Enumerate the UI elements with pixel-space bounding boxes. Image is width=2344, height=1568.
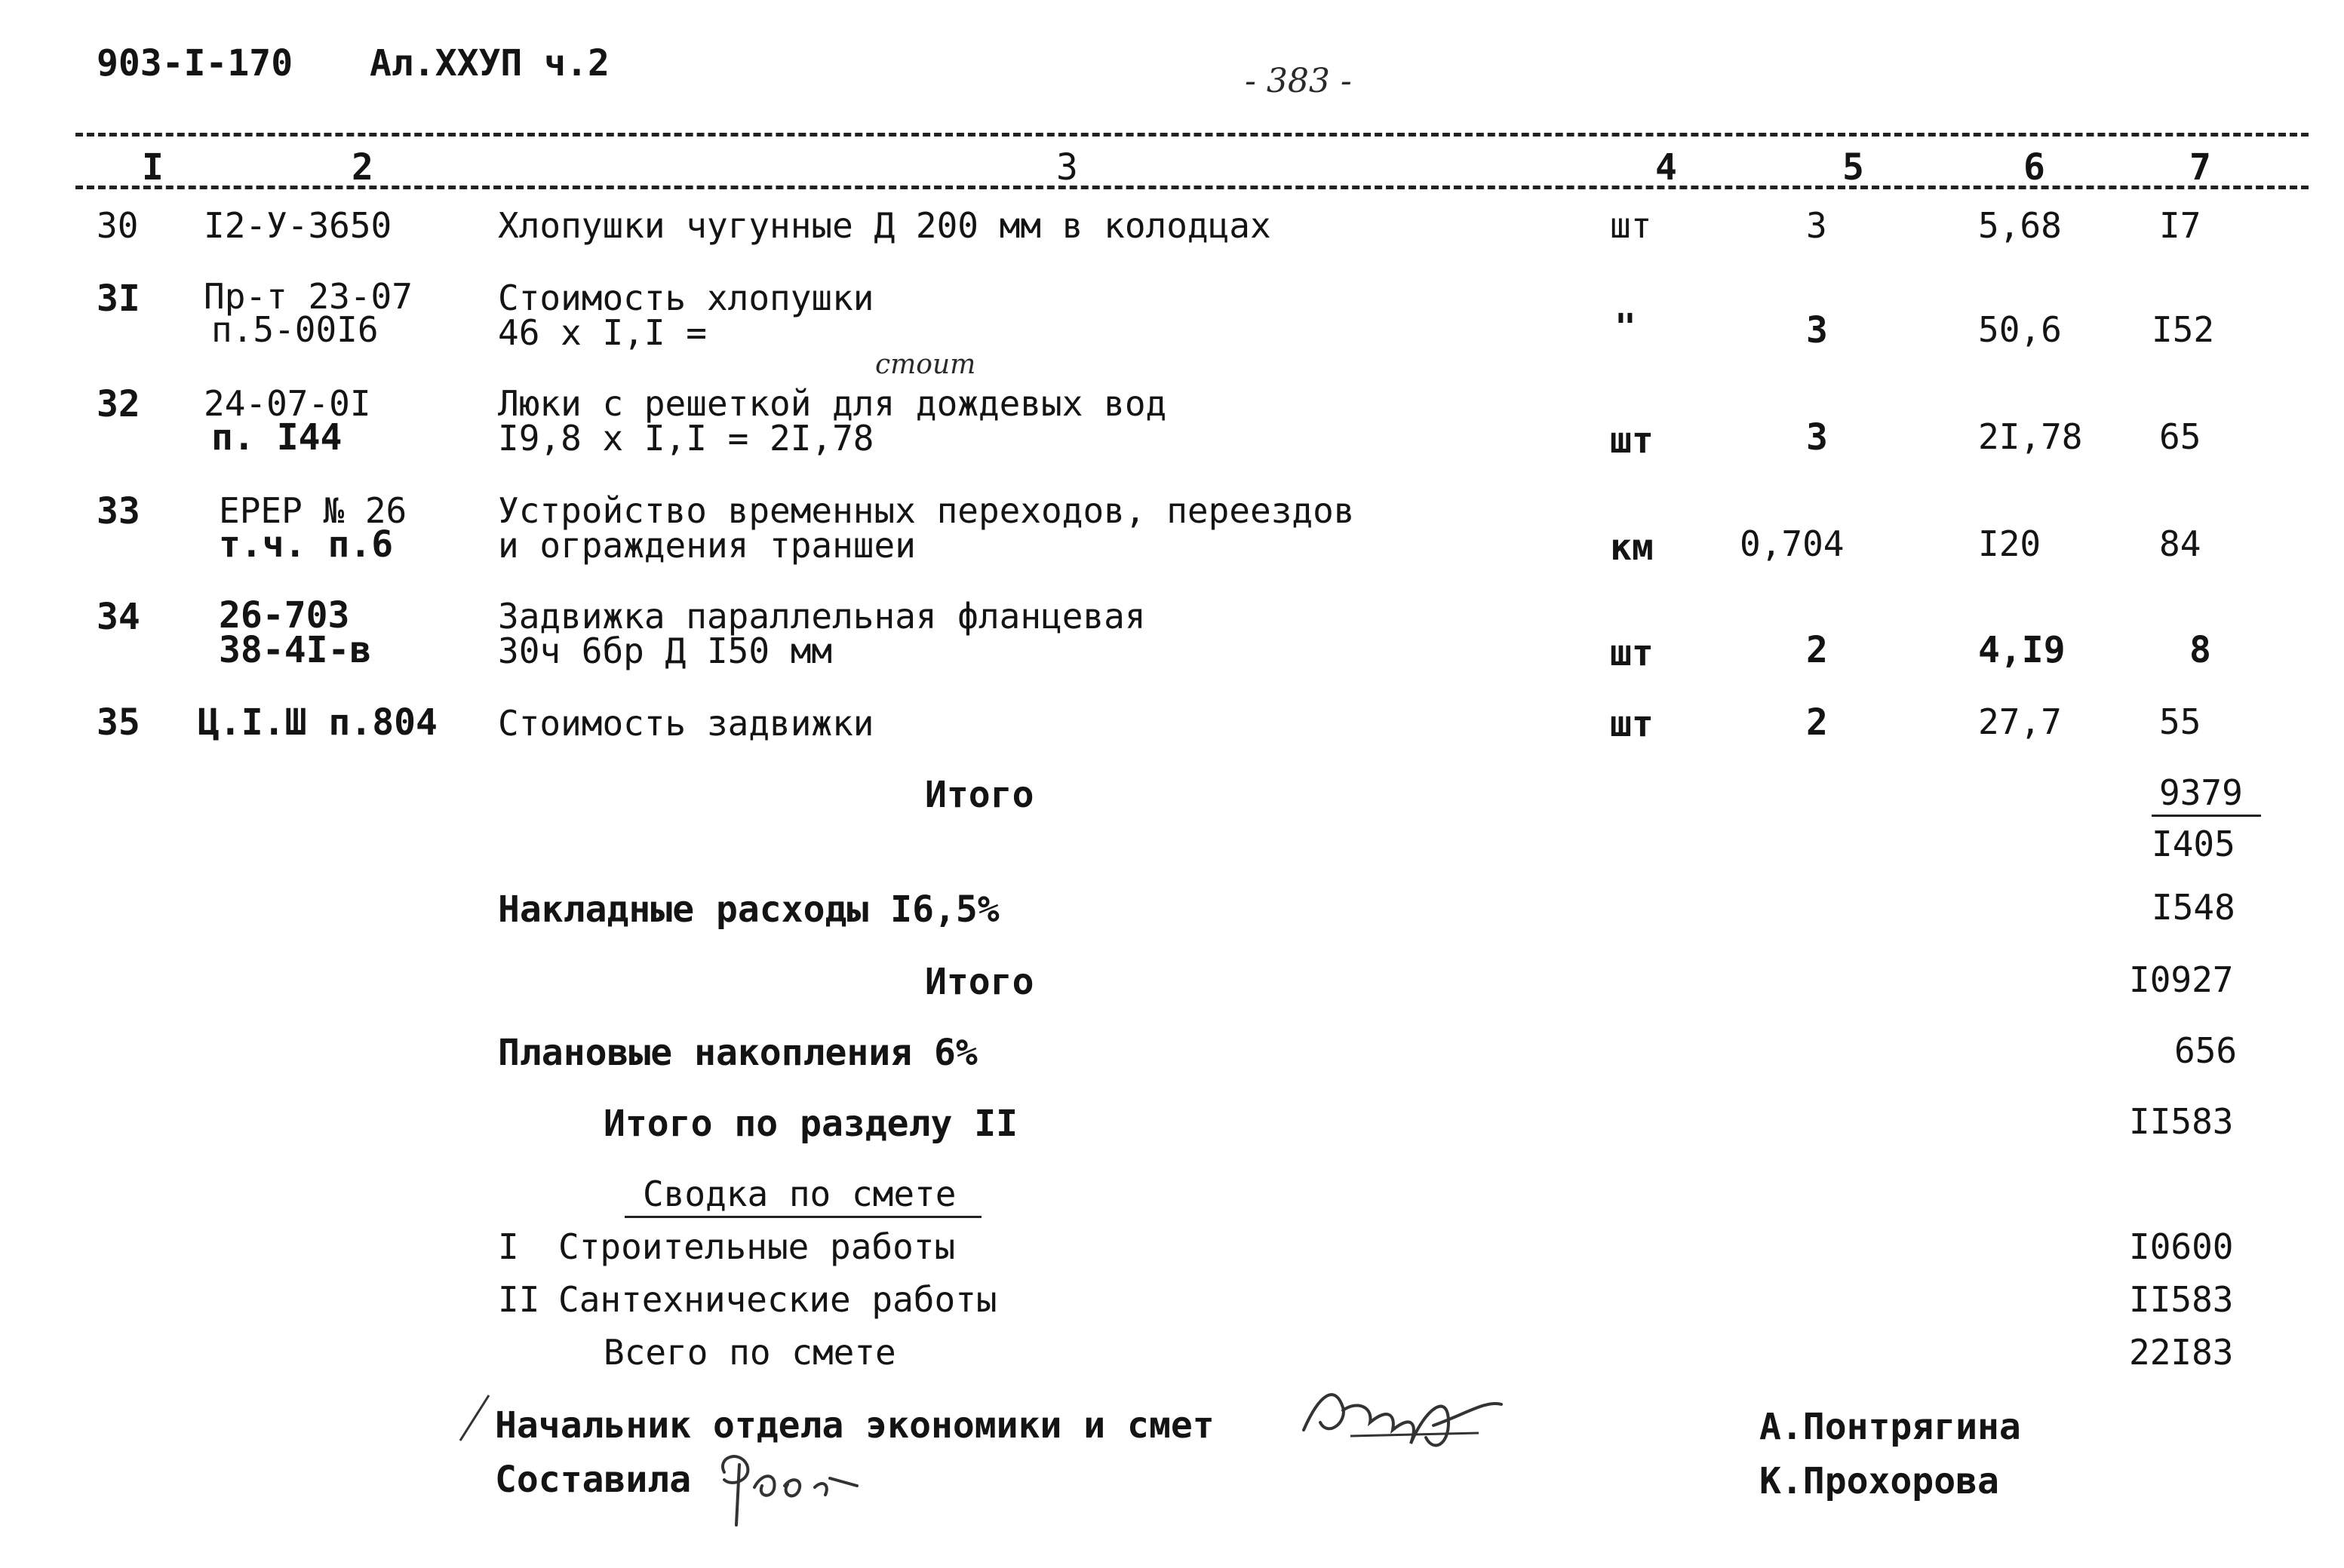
- row-price: 2I,78: [1978, 416, 2083, 457]
- chief-name: А.Понтрягина: [1759, 1406, 2021, 1448]
- row-number: 34: [97, 596, 140, 638]
- compiled-by-title: Составила: [495, 1459, 692, 1501]
- row-number: 30: [97, 205, 139, 246]
- row-reference-line2: т.ч. п.6: [219, 523, 394, 566]
- row-price: 50,6: [1978, 309, 2062, 350]
- summary-item-number: II: [498, 1279, 540, 1320]
- row-number: 3I: [97, 278, 140, 320]
- row-price: 27,7: [1978, 701, 2062, 742]
- row-reference-line2: п. I44: [211, 416, 343, 459]
- estimate-summary-title: Сводка по смете: [625, 1177, 982, 1218]
- row-description: Люки с решеткой для дождевых вод: [498, 383, 1167, 424]
- row-description: Стоимость хлопушки: [498, 278, 874, 318]
- planned-savings-label: Плановые накопления 6%: [498, 1032, 978, 1074]
- table-top-rule: [75, 133, 2309, 137]
- column-header-1: I: [142, 146, 164, 189]
- column-header-3: 3: [1056, 146, 1078, 189]
- row-reference: I2-У-3650: [204, 205, 392, 246]
- total-with-overhead-label: Итого: [925, 961, 1034, 1003]
- summary-item-number: I: [498, 1226, 519, 1267]
- document-code: 903-I-170: [97, 42, 293, 84]
- row-reference: Ц.I.Ш п.804: [198, 701, 438, 744]
- row-quantity: 2: [1806, 629, 1828, 671]
- row-price: 5,68: [1978, 205, 2062, 246]
- compiler-name: К.Прохорова: [1759, 1460, 1999, 1502]
- row-total: 55: [2159, 701, 2201, 742]
- row-description: Стоимость задвижки: [498, 703, 874, 744]
- row-quantity: 2: [1806, 701, 1828, 744]
- row-total: I52: [2152, 309, 2215, 350]
- margin-slash-mark: [456, 1392, 493, 1445]
- grand-total-value: 22I83: [2129, 1332, 2234, 1373]
- row-price: I20: [1978, 523, 2041, 564]
- row-quantity: 3: [1806, 205, 1827, 246]
- row-total: 8: [2189, 629, 2211, 671]
- row-unit: шт: [1610, 703, 1654, 745]
- row-reference: 26-703: [219, 594, 350, 637]
- summary-item-value: II583: [2129, 1279, 2234, 1320]
- row-quantity: 3: [1806, 309, 1828, 351]
- section-total-label: Итого по разделу II: [604, 1103, 1018, 1145]
- row-number: 32: [97, 383, 140, 425]
- compiler-signature: [709, 1442, 883, 1533]
- row-description-line2: 46 х I,I =: [498, 312, 707, 353]
- column-header-2: 2: [352, 146, 373, 189]
- column-header-6: 6: [2023, 146, 2045, 189]
- album-reference: Ал.XXУП ч.2: [370, 42, 610, 84]
- row-unit: шт: [1610, 419, 1654, 462]
- grand-total-label: Всего по смете: [604, 1332, 896, 1373]
- page-number: - 383 -: [1245, 62, 1352, 100]
- row-quantity: 0,704: [1740, 523, 1845, 564]
- summary-item-label: Строительные работы: [558, 1226, 956, 1267]
- row-total: I7: [2159, 205, 2201, 246]
- row-reference: ЕРЕР № 26: [219, 490, 407, 531]
- row-unit: км: [1610, 526, 1654, 569]
- subtotal-secondary-value: I405: [2152, 824, 2235, 864]
- row-number: 35: [97, 701, 140, 744]
- subtotal-value: 9379: [2152, 775, 2261, 817]
- overhead-value: I548: [2152, 887, 2235, 928]
- handwritten-annotation: стоит: [875, 349, 976, 380]
- section-total-value: II583: [2129, 1101, 2234, 1142]
- subtotal-label: Итого: [925, 774, 1034, 816]
- summary-item-value: I0600: [2129, 1226, 2234, 1267]
- row-description: Хлопушки чугунные Д 200 мм в колодцах: [498, 205, 1271, 246]
- row-unit: шт: [1610, 205, 1652, 246]
- total-with-overhead-value: I0927: [2129, 959, 2234, 1000]
- row-unit: шт: [1610, 632, 1654, 674]
- row-number: 33: [97, 490, 140, 532]
- row-unit: ": [1614, 306, 1636, 348]
- row-total: 65: [2159, 416, 2201, 457]
- row-description-line2: и ограждения траншеи: [498, 525, 916, 566]
- row-description: Устройство временных переходов, переездов: [498, 490, 1355, 531]
- row-quantity: 3: [1806, 416, 1828, 459]
- table-header-rule: [75, 186, 2309, 189]
- chief-signature: [1298, 1377, 1509, 1460]
- overhead-label: Накладные расходы I6,5%: [498, 888, 1000, 931]
- column-header-4: 4: [1655, 146, 1677, 189]
- row-reference-line2: 38-4I-в: [219, 629, 372, 671]
- row-description: Задвижка параллельная фланцевая: [498, 596, 1146, 637]
- row-description-line2: 30ч 6бр Д I50 мм: [498, 631, 833, 671]
- row-price: 4,I9: [1978, 629, 2066, 671]
- chief-title: Начальник отдела экономики и смет: [495, 1404, 1215, 1447]
- row-reference: Пр-т 23-07: [204, 276, 413, 317]
- column-header-7: 7: [2189, 146, 2211, 189]
- column-header-5: 5: [1842, 146, 1864, 189]
- row-total: 84: [2159, 523, 2201, 564]
- row-reference-line2: п.5-00I6: [211, 309, 379, 350]
- row-description-line2: I9,8 х I,I = 2I,78: [498, 418, 874, 459]
- planned-savings-value: 656: [2174, 1030, 2238, 1071]
- row-reference: 24-07-0I: [204, 383, 371, 424]
- summary-item-label: Сантехнические работы: [558, 1279, 997, 1320]
